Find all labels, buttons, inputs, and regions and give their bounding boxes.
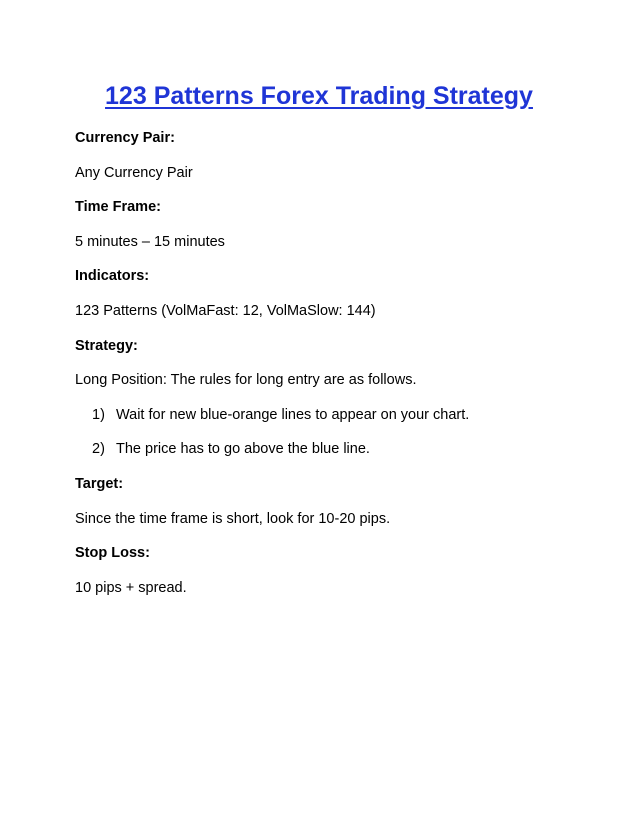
stop-loss-value: 10 pips + spread.	[75, 579, 187, 596]
list-item	[75, 404, 595, 426]
indicators-value: 123 Patterns (VolMaFast: 12, VolMaSlow: 144)	[75, 302, 376, 319]
target-label: Target:	[75, 475, 124, 492]
list-item	[75, 438, 595, 460]
list-item-number: 2)	[92, 441, 105, 458]
document-body	[75, 127, 595, 611]
strategy-label: Strategy:	[75, 337, 138, 354]
stop-loss-label: Stop Loss:	[75, 545, 150, 562]
indicators-label: Indicators:	[75, 268, 150, 285]
strategy-steps-list	[75, 404, 595, 461]
currency-pair-label: Currency Pair:	[75, 130, 175, 146]
page-title: 123 Patterns Forex Trading Strategy	[105, 82, 533, 110]
list-item-text: Wait for new blue-orange lines to appear on your chart.	[116, 406, 470, 423]
time-frame-value: 5 minutes – 15 minutes	[75, 233, 225, 250]
list-item-text: The price has to go above the blue line.	[116, 441, 370, 458]
currency-pair-value: Any Currency Pair	[75, 164, 193, 181]
strategy-intro: Long Position: The rules for long entry are as follows.	[75, 372, 417, 389]
time-frame-label: Time Frame:	[75, 199, 161, 216]
target-value: Since the time frame is short, look for 10-20 pips.	[75, 510, 391, 527]
list-item-number: 1)	[92, 406, 105, 423]
